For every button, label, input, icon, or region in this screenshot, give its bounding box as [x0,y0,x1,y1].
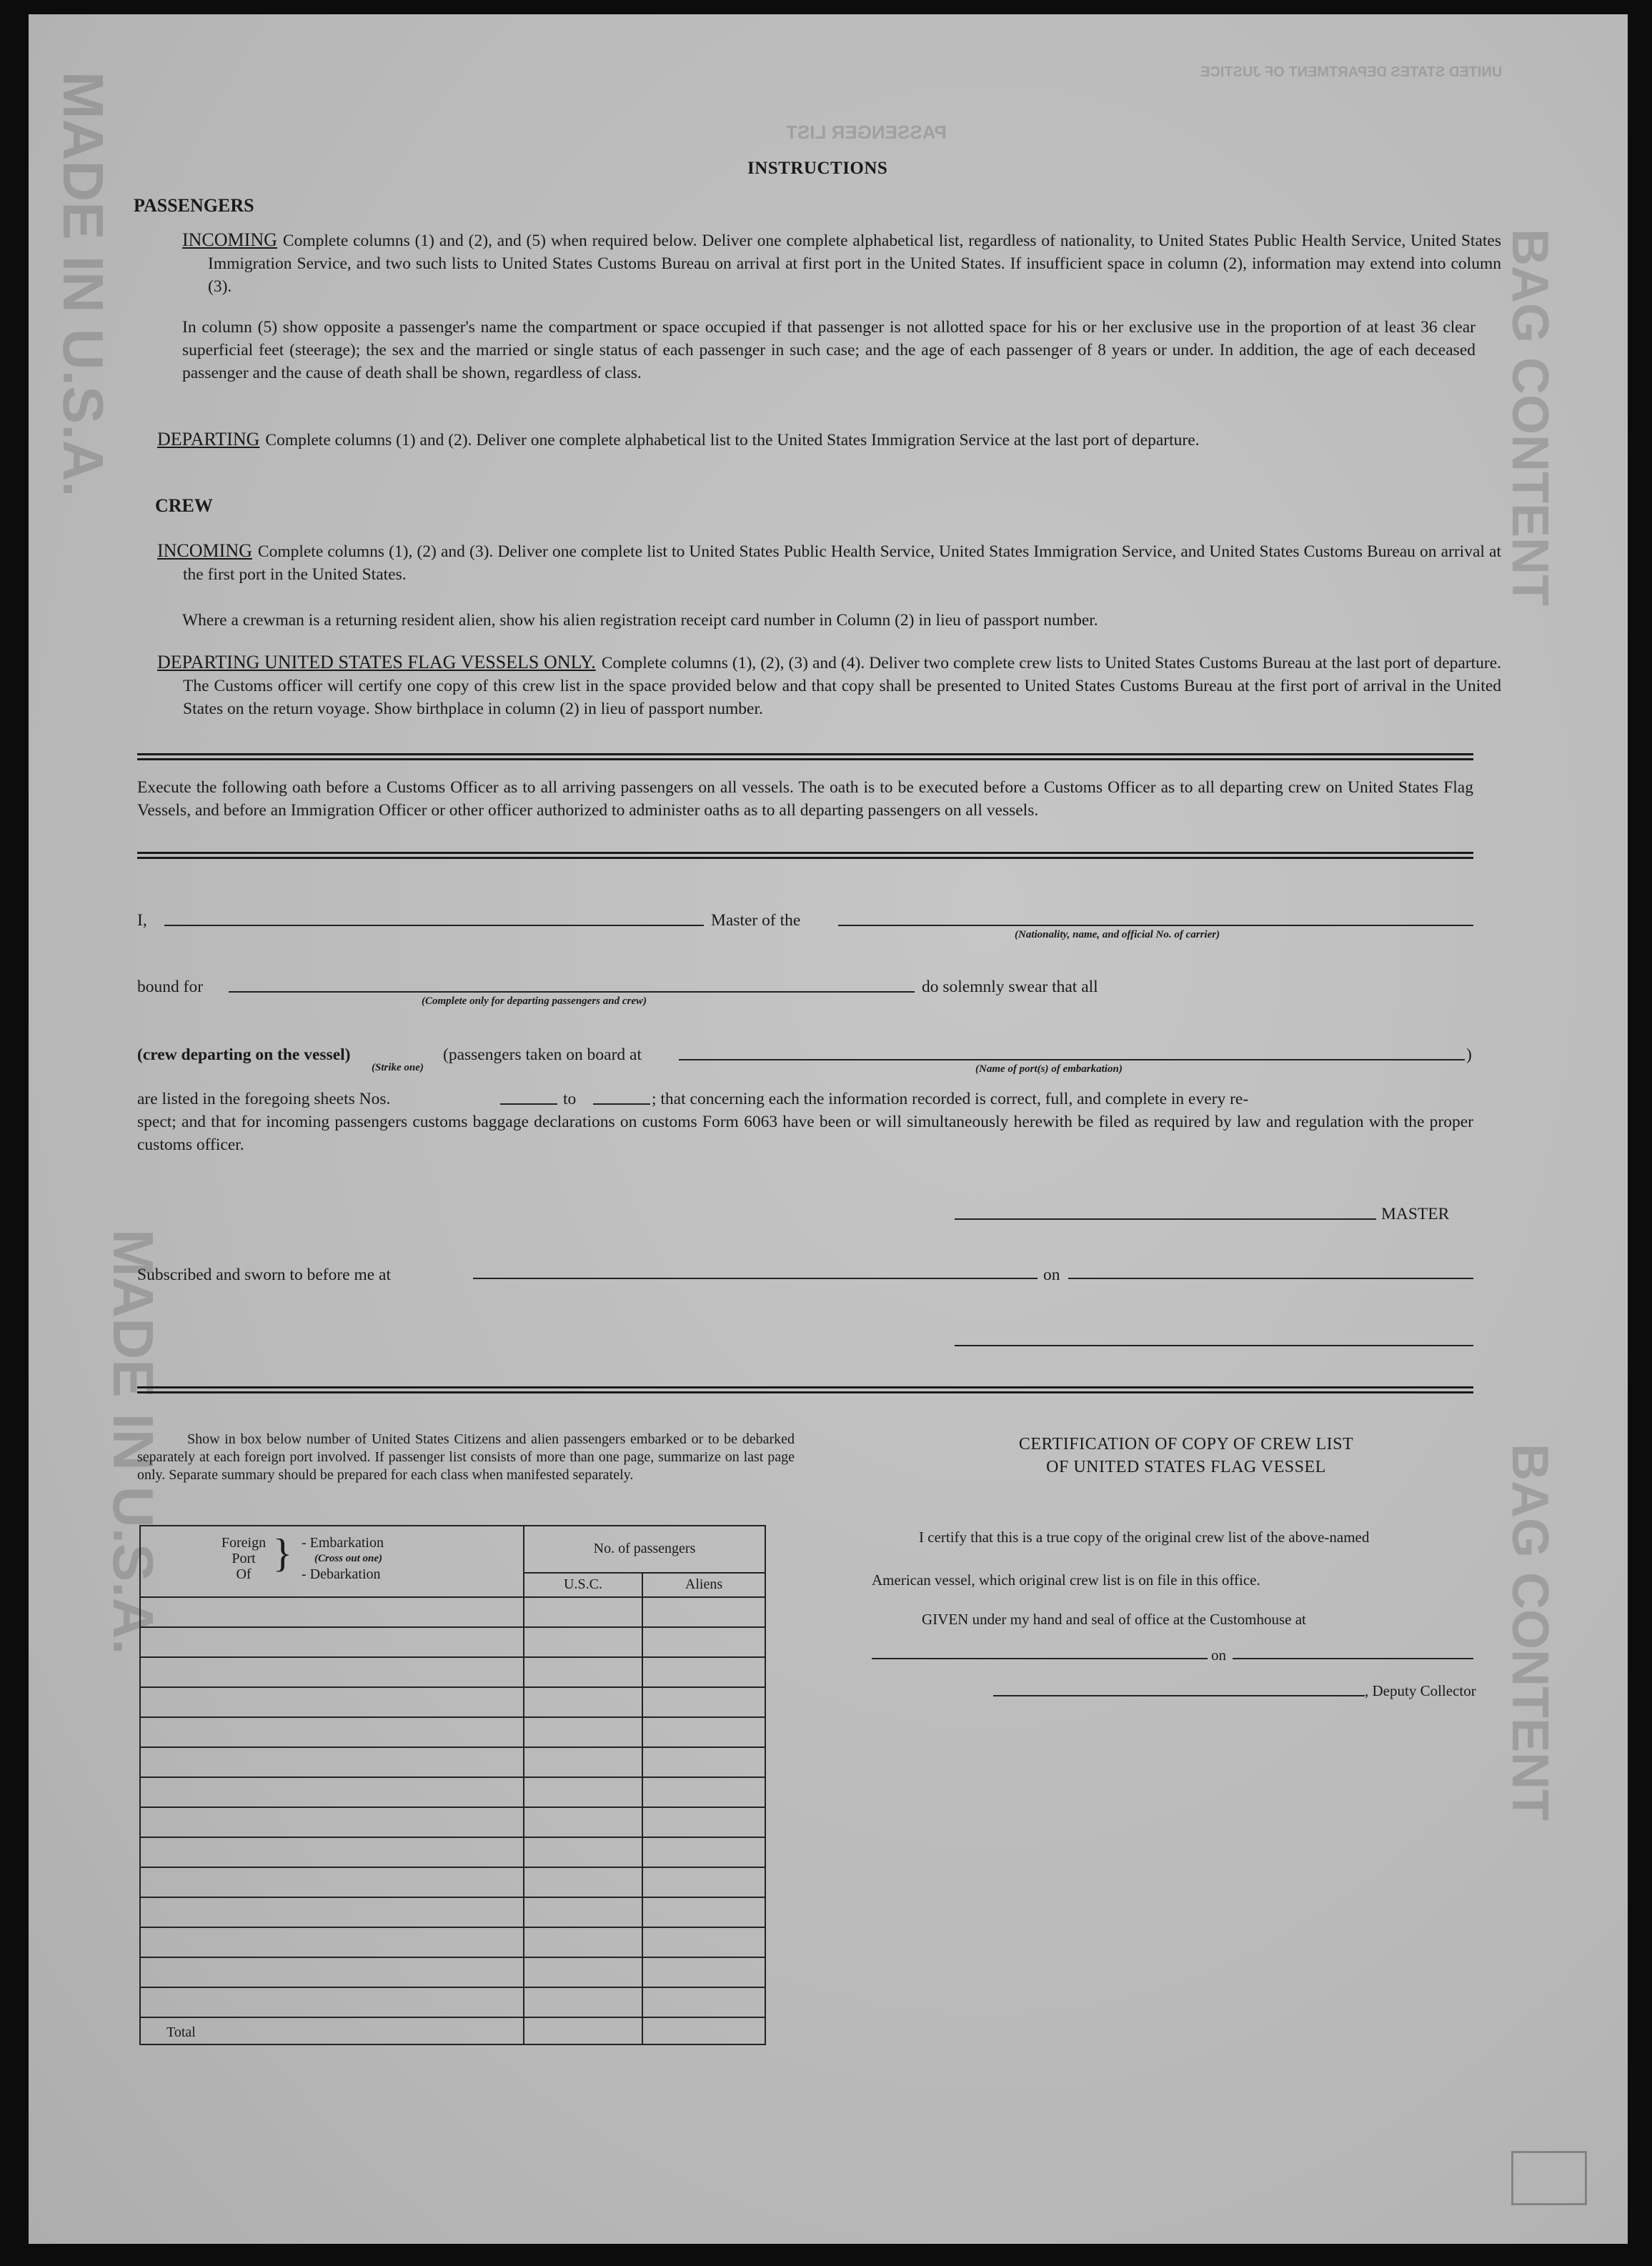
aliens-cell[interactable] [642,1987,765,2017]
crew-alien-paragraph: Where a crewman is a returning resident alien, show his alien registration receipt card number in Column (2) in lieu of passport number. [182,611,1098,630]
to-label: to [563,1090,577,1108]
american-vessel-text: American vessel, which original crew list is on file in this office. [872,1571,1260,1589]
summary-row [140,1807,765,1837]
total-label: Total [140,2017,524,2044]
port-cell[interactable] [140,1897,524,1927]
passengers-taken-option: (passengers taken on board at [443,1045,642,1064]
usc-cell[interactable] [524,1897,642,1927]
bound-for-label: bound for [137,978,204,996]
summary-instructions: Show in box below number of United States Citizens and alien passengers embarked or to be debarked separately at each foreign port involved. If passenger list consists of more than one page, summarize on last page only. Separate summary should be prepared for each class when manifested separately. [137,1431,795,1483]
oath-intro: Execute the following oath before a Customs Officer as to all arriving passengers on all vessels. The oath is to be executed before a Customs Officer as to all departing crew on United States Flag Vessels, and before an Immigration Officer or other officer authorized to administer oaths as to all departing passengers on all vessels. [137,778,1473,820]
close-paren: ) [1466,1045,1472,1064]
port-cell[interactable] [140,1777,524,1807]
port-cell[interactable] [140,1987,524,2017]
given-text: GIVEN under my hand and seal of office at the Customhouse at [922,1611,1306,1628]
brace-icon: } [273,1531,292,1576]
summary-row [140,1987,765,2017]
summary-row [140,1687,765,1717]
port-header-cell [140,1526,524,1597]
port-cell[interactable] [140,1717,524,1747]
aliens-cell[interactable] [642,1777,765,1807]
master-signature-label: MASTER [1381,1205,1450,1223]
bleed-through-mark: MADE IN U.S.A. [51,71,115,497]
usc-cell[interactable] [524,1867,642,1897]
aliens-cell[interactable] [642,1627,765,1657]
usc-cell[interactable] [524,1627,642,1657]
passengers-incoming-lead: INCOMING [182,229,277,250]
port-header-port: Port [232,1551,256,1566]
total-aliens-cell[interactable] [642,2017,765,2044]
usc-cell[interactable] [524,1657,642,1687]
port-header-of: Of [236,1566,252,1582]
passenger-summary-table-wrapper [139,1525,766,2045]
aliens-cell[interactable] [642,1837,765,1867]
crew-incoming-text: Complete columns (1), (2) and (3). Deliver one complete list to United States Public Health Service, United States Immigration Service, and United States Customs Bureau on arrival at the first port in the United States. [183,542,1501,584]
double-divider [137,753,1473,760]
port-cell[interactable] [140,1687,524,1717]
usc-cell[interactable] [524,1747,642,1777]
embarkation-ports-field[interactable] [679,1059,1465,1060]
aliens-cell[interactable] [642,1867,765,1897]
carrier-field[interactable] [838,925,1473,926]
master-of-the-label: Master of the [711,911,801,930]
summary-row [140,1777,765,1807]
aliens-cell[interactable] [642,1807,765,1837]
certification-on-label: on [1211,1646,1226,1664]
listed-sheets-continuation: ; that concerning each the information recorded is correct, full, and complete in every re- [652,1090,1249,1108]
deputy-collector-label: , Deputy Collector [1365,1682,1476,1699]
usc-cell[interactable] [524,1927,642,1957]
bound-for-caption: (Complete only for departing passengers and crew) [422,995,647,1007]
summary-row [140,1897,765,1927]
usc-cell[interactable] [524,1687,642,1717]
port-cell[interactable] [140,1747,524,1777]
certification-title-2: OF UNITED STATES FLAG VESSEL [1046,1458,1326,1476]
port-cell[interactable] [140,1927,524,1957]
aliens-cell[interactable] [642,1927,765,1957]
official-signature-field[interactable] [955,1345,1473,1346]
usc-cell[interactable] [524,1777,642,1807]
certification-date-field[interactable] [1233,1658,1473,1659]
master-signature-field[interactable] [955,1218,1376,1220]
passengers-incoming-text: Complete columns (1) and (2), and (5) when required below. Deliver one complete alphabetical list, regardless of nationality, to United States Public Health Service, United States Immigration Service, and two such lists to United States Customs Bureau on arrival at first port in the United States. If insufficient space in column (2), information may extend into column (3). [208,232,1501,296]
aliens-cell[interactable] [642,1657,765,1687]
bleed-through-mark: UNITED STATES DEPARTMENT OF JUSTICE [1200,64,1503,80]
summary-row [140,1957,765,1987]
port-cell[interactable] [140,1867,524,1897]
usc-cell[interactable] [524,1597,642,1627]
port-cell[interactable] [140,1807,524,1837]
passengers-departing-paragraph [157,428,1501,452]
passengers-departing-lead: DEPARTING [157,429,260,449]
usc-header: U.S.C. [524,1573,642,1597]
summary-header-row [140,1526,765,1573]
bleed-through-mark: BAG CONTENT [1501,1443,1558,1821]
aliens-cell[interactable] [642,1687,765,1717]
port-cell[interactable] [140,1657,524,1687]
carrier-caption: (Nationality, name, and official No. of carrier) [1015,929,1220,940]
certification-title-1: CERTIFICATION OF COPY OF CREW LIST [1018,1435,1354,1453]
listed-sheets-text-2: spect; and that for incoming passengers customs baggage declarations on customs Form 6063 have been or will simultaneously herewith be filed as required by law and regulation with the proper customs officer. [137,1113,1473,1154]
aliens-cell[interactable] [642,1957,765,1987]
deputy-collector-signature-field[interactable] [993,1695,1365,1696]
usc-cell[interactable] [524,1957,642,1987]
ports-caption: (Name of port(s) of embarkation) [975,1063,1123,1075]
port-cell[interactable] [140,1627,524,1657]
customhouse-place-field[interactable] [872,1658,1208,1659]
port-header-foreign: Foreign [221,1535,267,1551]
aliens-cell[interactable] [642,1747,765,1777]
crew-flag-vessels-paragraph [157,651,1501,720]
passenger-summary-table [139,1525,766,2045]
port-cell[interactable] [140,1957,524,1987]
listed-sheets-text: are listed in the foregoing sheets Nos. [137,1090,391,1108]
usc-cell[interactable] [524,1717,642,1747]
crew-incoming-lead: INCOMING [157,540,252,561]
sheet-from-field[interactable] [500,1103,557,1105]
bleed-through-mark: MADE IN U.S.A. [101,1229,165,1655]
aliens-cell[interactable] [642,1717,765,1747]
document-page [29,14,1628,2244]
aliens-cell[interactable] [642,1897,765,1927]
passengers-column5-paragraph: In column (5) show opposite a passenger's name the compartment or space occupied if that passenger is not allotted space for his or her exclusive use in the proportion of at least 36 clear superficial feet (steerage); the sex and the married or single status of each passenger in such case; and the age of each passenger of 8 years or under. In addition, the age of each deceased passenger and the cause of death shall be shown, regardless of class. [182,318,1476,382]
aliens-header: Aliens [642,1573,765,1597]
sheet-to-field[interactable] [593,1103,650,1105]
passengers-heading: PASSENGERS [134,195,254,216]
strike-one-caption: (Strike one) [372,1062,424,1073]
passengers-incoming-paragraph [182,229,1501,298]
summary-total-row [140,2017,765,2044]
usc-cell[interactable] [524,1987,642,2017]
double-divider [137,852,1473,859]
debarkation-label: - Debarkation [302,1566,381,1582]
usc-cell[interactable] [524,1837,642,1867]
summary-row [140,1927,765,1957]
summary-row [140,1747,765,1777]
crew-flag-vessels-lead: DEPARTING UNITED STATES FLAG VESSELS ONLY. [157,652,596,672]
cross-out-caption: (Cross out one) [314,1553,383,1564]
bleed-through-mark: BAG CONTENT [1501,229,1558,606]
total-usc-cell[interactable] [524,2017,642,2044]
subscribed-date-field[interactable] [1068,1278,1473,1279]
crew-flag-vessels-text: Complete columns (1), (2), (3) and (4). Deliver two complete crew lists to United States Customs Bureau at the last port of departure. The Customs officer will certify one copy of this crew list in the space provided below and that copy shall be presented to United States Customs Bureau at the first port of arrival in the United States on the return voyage. Show birthplace in column (2) in lieu of passport number. [183,654,1501,718]
subscribed-on-label: on [1043,1266,1060,1284]
bound-for-field[interactable] [229,991,915,993]
certify-text: I certify that this is a true copy of the original crew list of the above-named [919,1529,1370,1546]
crew-incoming-paragraph [157,540,1501,586]
crew-departing-option: (crew departing on the vessel) [137,1045,351,1064]
crew-heading: CREW [155,495,213,516]
solemnly-swear-text: do solemnly swear that all [922,978,1098,996]
embarkation-label: - Embarkation [302,1535,384,1551]
subscribed-label: Subscribed and sworn to before me at [137,1266,392,1284]
oath-i-label: I, [137,911,147,930]
summary-row [140,1867,765,1897]
bleed-through-mark: PASSENGER LIST [786,121,947,143]
summary-row [140,1627,765,1657]
summary-row [140,1657,765,1687]
no-of-passengers-header: No. of passengers [524,1526,765,1573]
page-title: INSTRUCTIONS [747,159,888,178]
aliens-cell[interactable] [642,1597,765,1627]
passengers-departing-text: Complete columns (1) and (2). Deliver one complete alphabetical list to the United States Immigration Service at the last port of departure. [265,431,1200,449]
port-cell[interactable] [140,1837,524,1867]
subscribed-place-field[interactable] [473,1278,1038,1279]
page-number-box [1511,2151,1587,2205]
summary-row [140,1597,765,1627]
double-divider [137,1386,1473,1393]
usc-cell[interactable] [524,1807,642,1837]
port-cell[interactable] [140,1597,524,1627]
summary-row [140,1717,765,1747]
summary-row [140,1837,765,1867]
master-name-field[interactable] [164,925,704,926]
